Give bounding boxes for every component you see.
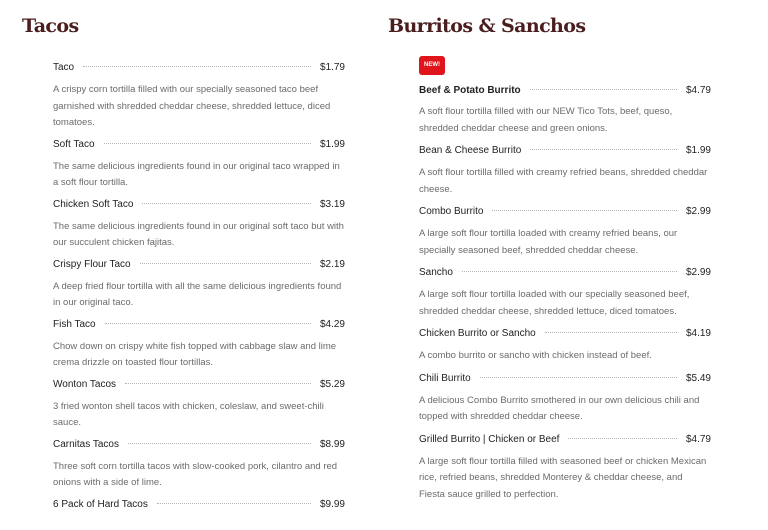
item-description: Three soft corn tortilla tacos with slow-cooked pork, cilantro and red onions with a side of lime.: [53, 460, 338, 488]
menu-item: [419, 144, 711, 198]
item-name: Sancho: [419, 267, 453, 278]
item-price: $1.99: [319, 138, 345, 150]
menu-item: [419, 205, 711, 259]
item-price: $2.99: [685, 206, 711, 217]
menu-item: [53, 378, 345, 432]
item-description: 3 fried wonton shell tacos with chicken, coleslaw, and sweet-chili sauce.: [53, 400, 324, 428]
dot-leader: [125, 383, 311, 384]
menu-item: [419, 433, 711, 504]
item-description: A combo burrito or sancho with chicken instead of beef.: [419, 350, 652, 361]
dot-leader: [157, 503, 311, 504]
item-name: Combo Burrito: [419, 206, 484, 217]
item-price: $9.99: [319, 498, 345, 510]
dot-leader: [545, 332, 677, 333]
item-price: $4.79: [685, 433, 711, 445]
menu-item: [53, 498, 345, 512]
dot-leader: [480, 377, 677, 378]
item-description: A soft flour tortilla filled with our NEW Tico Tots, beef, queso, shredded cheddar cheese and green onions.: [419, 106, 673, 134]
item-description: Chow down on crispy white fish topped with cabbage slaw and lime crema drizzle on toasted flour tortillas.: [53, 340, 337, 368]
menu-item: [53, 61, 345, 132]
item-name: Chicken Burrito or Sancho: [419, 328, 536, 339]
item-name: Fish Taco: [53, 318, 96, 330]
item-name: Crispy Flour Taco: [53, 258, 131, 270]
item-name: Chicken Soft Taco: [53, 198, 134, 210]
item-name: Carnitas Tacos: [53, 438, 119, 450]
item-price: $4.79: [685, 85, 711, 96]
dot-leader: [530, 149, 677, 150]
tacos-list: [53, 61, 345, 512]
menu-item: [53, 198, 345, 252]
item-description: A large soft flour tortilla filled with seasoned beef or chicken Mexican rice, refried beans, shredded Monterey & cheddar cheese, and Fiesta sauce grilled to perfection.: [419, 455, 707, 500]
burritos-heading: Burritos & Sanchos: [388, 15, 586, 37]
item-price: $2.99: [685, 267, 711, 278]
item-price: $4.29: [319, 318, 345, 330]
menu-item: [53, 138, 345, 192]
dot-leader: [105, 323, 311, 324]
item-name: Wonton Tacos: [53, 378, 117, 390]
item-description: A delicious Combo Burrito smothered in our own delicious chili and topped with shredded cheddar cheese.: [419, 394, 700, 422]
dot-leader: [492, 210, 677, 211]
item-name: Chili Burrito: [419, 372, 471, 384]
item-name: Grilled Burrito | Chicken or Beef: [419, 433, 560, 445]
item-description: The same delicious ingredients found in our original taco wrapped in a soft flour tortilla.: [53, 160, 340, 188]
item-name: Soft Taco: [53, 138, 95, 150]
menu-item: [419, 327, 711, 365]
menu-item: [53, 258, 345, 312]
dot-leader: [83, 66, 311, 67]
dot-leader: [462, 271, 677, 272]
dot-leader: [104, 143, 311, 144]
item-price: $4.19: [685, 328, 711, 339]
item-description: A large soft flour tortilla loaded with creamy refried beans, our specially seasoned beef, shredded cheddar cheese.: [419, 228, 678, 256]
burritos-list: [419, 53, 711, 503]
item-description: A large soft flour tortilla loaded with our specially seasoned beef, shredded cheddar cheese, shredded lettuce, diced tomatoes.: [419, 289, 690, 317]
dot-leader: [530, 89, 677, 90]
dot-leader: [140, 263, 311, 264]
item-description: A deep fried flour tortilla with all the same delicious ingredients found in our original taco.: [53, 280, 342, 308]
tacos-heading: Tacos: [22, 15, 79, 37]
item-name: 6 Pack of Hard Tacos: [53, 498, 148, 510]
item-price: $5.29: [319, 378, 345, 390]
new-badge: NEW!: [419, 56, 445, 75]
item-price: $2.19: [319, 258, 345, 270]
item-name: Taco: [53, 62, 75, 73]
menu-item: [419, 372, 711, 426]
dot-leader: [128, 443, 311, 444]
item-description: The same delicious ingredients found in our original soft taco but with our succulent chicken fajitas.: [53, 220, 344, 248]
item-name: Bean & Cheese Burrito: [419, 145, 522, 156]
item-price: $8.99: [319, 438, 345, 450]
menu-item: [419, 84, 711, 137]
item-price: $5.49: [685, 372, 711, 384]
menu-item: [419, 266, 711, 320]
menu-item: [53, 438, 345, 492]
dot-leader: [142, 203, 311, 204]
item-price: $1.79: [319, 62, 345, 73]
item-price: $3.19: [319, 198, 345, 210]
menu-item: [53, 318, 345, 372]
item-price: $1.99: [685, 145, 711, 156]
item-name: Beef & Potato Burrito: [419, 85, 521, 96]
dot-leader: [568, 438, 677, 439]
item-description: A crispy corn tortilla filled with our specially seasoned taco beef garnished with shredded cheddar cheese, shredded lettuce, diced tomatoes.: [53, 84, 331, 128]
item-description: A soft flour tortilla filled with creamy refried beans, shredded cheddar cheese.: [419, 167, 708, 195]
